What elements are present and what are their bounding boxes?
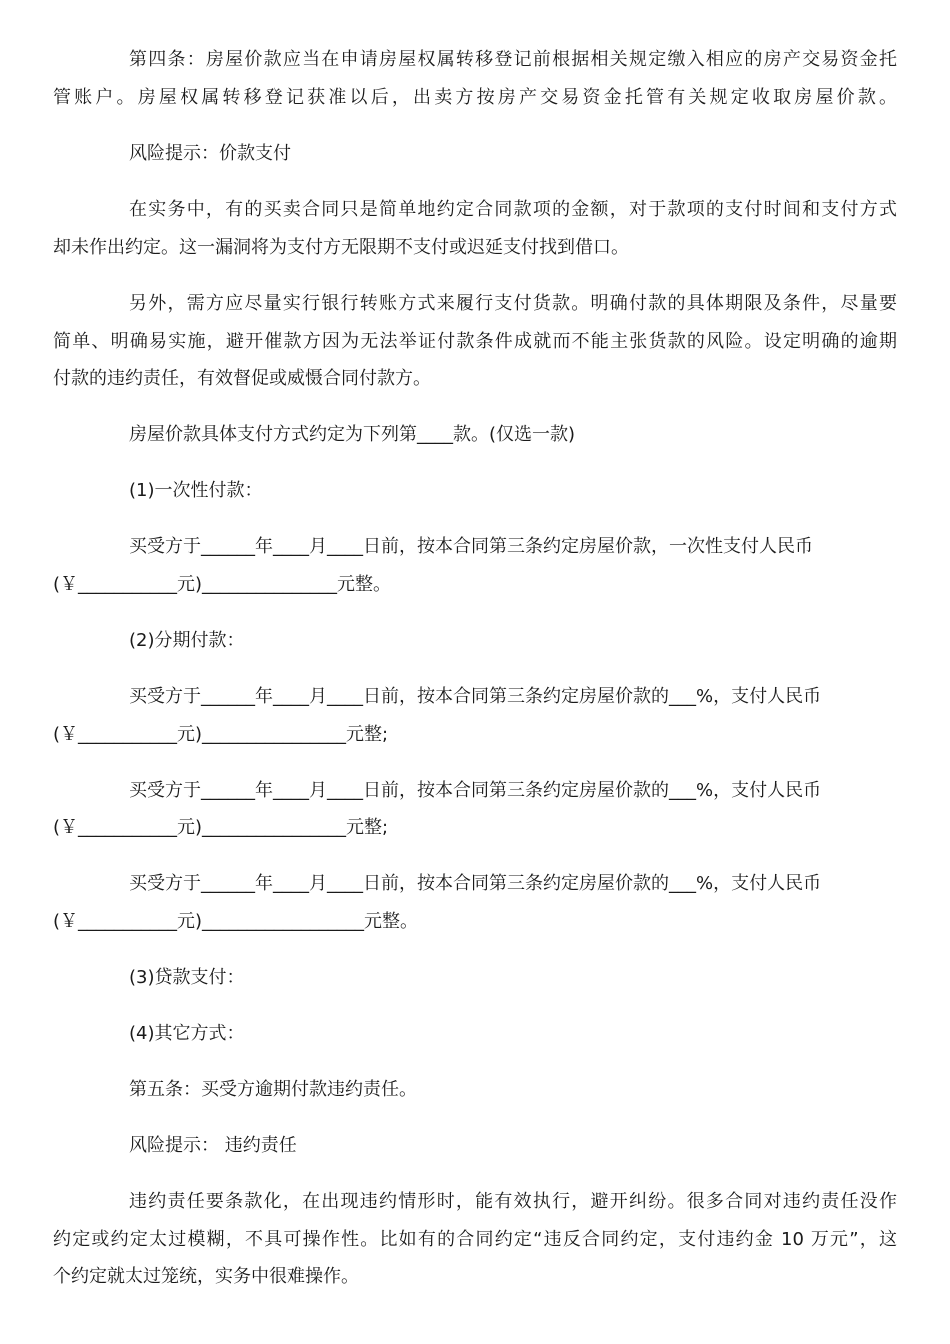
payment-method-clause: 房屋价款具体支付方式约定为下列第____款。(仅选一款) bbox=[129, 424, 576, 445]
installment-3-line-2: (￥___________元)__________________元整。 bbox=[53, 911, 419, 932]
installment-2-line-2: (￥___________元)________________元整; bbox=[53, 817, 389, 838]
additional-paragraph-line-2: 简单、明确易实施，避开催款方因为无法举证付款条件成就而不能主张货款的风险。设定明确的逾期 bbox=[53, 331, 897, 352]
option-lump-sum-heading: (1)一次性付款： bbox=[129, 480, 263, 501]
practice-paragraph-line-1: 在实务中，有的买卖合同只是简单地约定合同款项的金额，对于款项的支付时间和支付方式 bbox=[129, 199, 897, 220]
option-loan-heading: (3)贷款支付： bbox=[129, 967, 245, 988]
liability-paragraph-line-1: 违约责任要条款化，在出现违约情形时，能有效执行，避开纠纷。很多合同对违约责任没作 bbox=[129, 1191, 897, 1212]
option-other-heading: (4)其它方式： bbox=[129, 1023, 245, 1044]
installment-1-line-1: 买受方于______年____月____日前，按本合同第三条约定房屋价款的___%，支付人民币 bbox=[129, 686, 822, 707]
liability-paragraph-line-3: 个约定就太过笼统，实务中很难操作。 bbox=[53, 1266, 359, 1287]
additional-paragraph-line-3: 付款的违约责任，有效督促或威慑合同付款方。 bbox=[53, 368, 431, 389]
risk-tip-payment: 风险提示：价款支付 bbox=[129, 143, 291, 164]
risk-tip-liability: 风险提示： 违约责任 bbox=[129, 1135, 297, 1156]
article-five-heading: 第五条：买受方逾期付款违约责任。 bbox=[129, 1079, 417, 1100]
installment-3-line-1: 买受方于______年____月____日前，按本合同第三条约定房屋价款的___%，支付人民币 bbox=[129, 873, 822, 894]
article-four-line-2: 管账户。房屋权属转移登记获准以后，出卖方按房产交易资金托管有关规定收取房屋价款。 bbox=[53, 87, 897, 108]
article-four-line-1: 第四条：房屋价款应当在申请房屋权属转移登记前根据相关规定缴入相应的房产交易资金托 bbox=[129, 49, 897, 70]
lump-sum-line-1: 买受方于______年____月____日前，按本合同第三条约定房屋价款，一次性支付人民币 bbox=[129, 536, 813, 557]
installment-2-line-1: 买受方于______年____月____日前，按本合同第三条约定房屋价款的___%，支付人民币 bbox=[129, 780, 822, 801]
additional-paragraph-line-1: 另外，需方应尽量实行银行转账方式来履行支付货款。明确付款的具体期限及条件，尽量要 bbox=[129, 293, 897, 314]
lump-sum-line-2: (￥___________元)_______________元整。 bbox=[53, 574, 392, 595]
practice-paragraph-line-2: 却未作出约定。这一漏洞将为支付方无限期不支付或迟延支付找到借口。 bbox=[53, 237, 629, 258]
installment-1-line-2: (￥___________元)________________元整; bbox=[53, 724, 389, 745]
liability-paragraph-line-2: 约定或约定太过模糊，不具可操作性。比如有的合同约定“违反合同约定，支付违约金 10 万元”，这 bbox=[53, 1229, 897, 1250]
option-installment-heading: (2)分期付款： bbox=[129, 630, 245, 651]
